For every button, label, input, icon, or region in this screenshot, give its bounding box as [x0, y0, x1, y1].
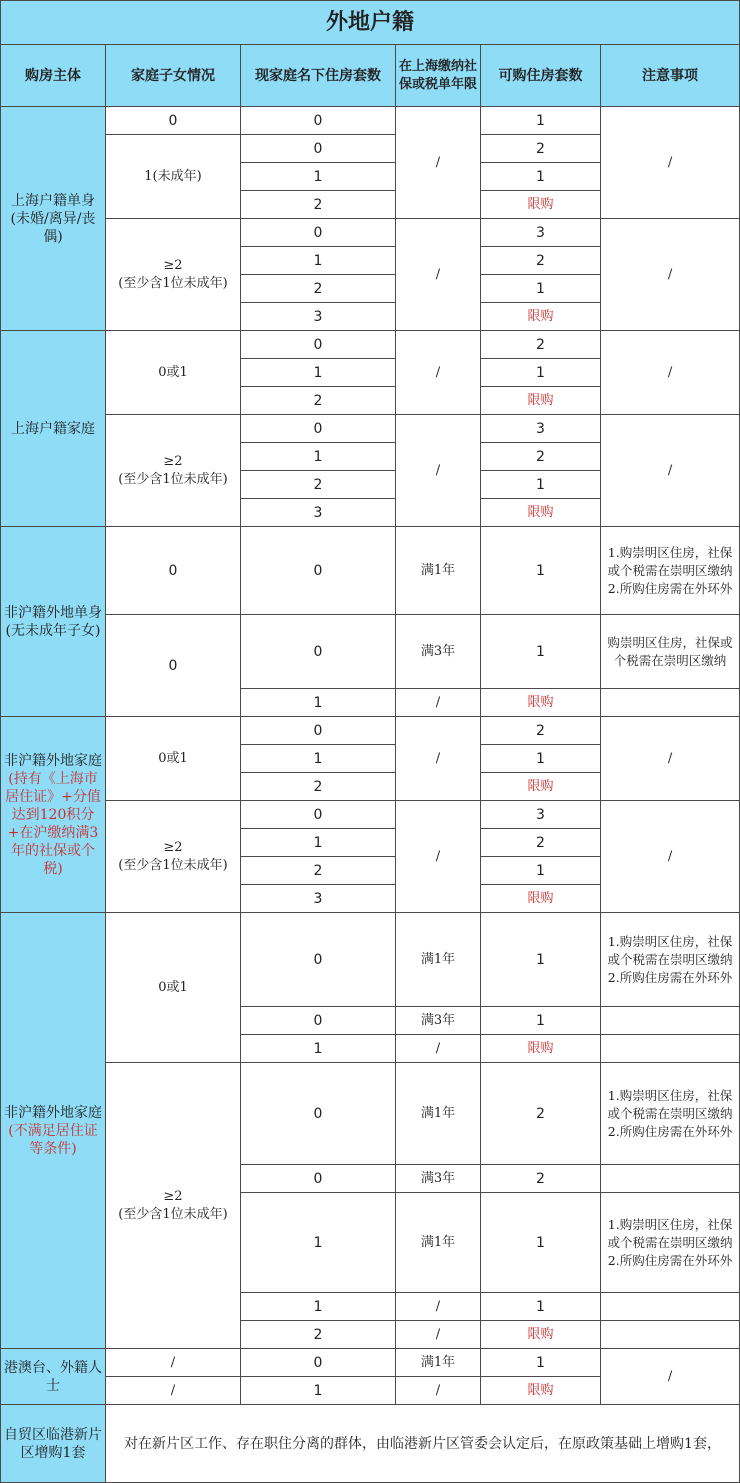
allowed-cell: 1 — [481, 359, 601, 387]
allowed-cell: 2 — [481, 1165, 601, 1193]
owned-cell: 0 — [241, 107, 396, 135]
notes-cell: 1.购崇明区住房，社保或个税需在崇明区缴纳 2.所购住房需在外环外 — [601, 527, 740, 615]
allowed-cell: 3 — [481, 801, 601, 829]
owned-cell: 0 — [241, 913, 396, 1007]
allowed-cell: 2 — [481, 829, 601, 857]
allowed-cell-limit: 限购 — [481, 1321, 601, 1349]
children-cell — [106, 1063, 241, 1349]
notes-cell: / — [601, 107, 740, 219]
social-cell: 满1年 — [396, 527, 481, 615]
social-cell: 满3年 — [396, 615, 481, 689]
allowed-cell: 1 — [481, 107, 601, 135]
table-title: 外地户籍 — [1, 1, 740, 45]
social-cell: / — [396, 717, 481, 801]
allowed-cell: 2 — [481, 247, 601, 275]
lingang-policy-text: 对在新片区工作、存在职住分离的群体，由临港新片区管委会认定后，在原政策基础上增购1套， — [106, 1405, 740, 1483]
owned-cell: 2 — [241, 471, 396, 499]
allowed-cell: 2 — [481, 1063, 601, 1165]
table-row — [1, 1405, 740, 1483]
notes-cell: / — [601, 219, 740, 331]
notes-cell: 1.购崇明区住房，社保或个税需在崇明区缴纳 2.所购住房需在外环外 — [601, 1193, 740, 1293]
owned-cell: 3 — [241, 303, 396, 331]
children-value: ≥2 — [163, 1188, 183, 1204]
owned-cell: 1 — [241, 1035, 396, 1063]
children-cell: 0 — [106, 615, 241, 717]
owned-cell: 0 — [241, 527, 396, 615]
allowed-cell: 1 — [481, 1293, 601, 1321]
children-cell: / — [106, 1349, 241, 1377]
owned-cell: 2 — [241, 1321, 396, 1349]
table-row — [1, 801, 740, 829]
allowed-cell: 1 — [481, 163, 601, 191]
header-children: 家庭子女情况 — [106, 45, 241, 107]
table-row — [1, 913, 740, 1007]
allowed-cell-limit: 限购 — [481, 689, 601, 717]
allowed-cell: 2 — [481, 331, 601, 359]
children-cell — [106, 219, 241, 331]
header-social: 在上海缴纳社保或税单年限 — [396, 45, 481, 107]
subject-cell: 港澳台、外籍人士 — [1, 1349, 106, 1405]
notes-cell: / — [601, 1349, 740, 1405]
owned-cell: 1 — [241, 745, 396, 773]
children-cell: 0或1 — [106, 913, 241, 1063]
notes-cell-empty — [601, 1321, 740, 1349]
allowed-cell: 1 — [481, 857, 601, 885]
header-subject: 购房主体 — [1, 45, 106, 107]
social-cell: / — [396, 219, 481, 331]
allowed-cell-limit: 限购 — [481, 773, 601, 801]
header-notes: 注意事项 — [601, 45, 740, 107]
owned-cell: 0 — [241, 717, 396, 745]
subject-cell: 上海户籍家庭 — [1, 331, 106, 527]
table-row — [1, 615, 740, 689]
subject-line: 非沪籍外地单身 — [4, 604, 102, 621]
owned-cell: 0 — [241, 801, 396, 829]
owned-cell: 0 — [241, 1349, 396, 1377]
owned-cell: 2 — [241, 857, 396, 885]
social-cell: 满1年 — [396, 1193, 481, 1293]
table-row — [1, 1349, 740, 1377]
allowed-cell: 2 — [481, 135, 601, 163]
allowed-cell: 1 — [481, 1007, 601, 1035]
subject-line: 非沪籍外地家庭 — [4, 1104, 102, 1121]
table-row — [1, 415, 740, 443]
children-value: ≥2 — [163, 453, 183, 469]
children-sub: (至少含1位未成年) — [118, 1206, 228, 1222]
social-cell: / — [396, 1035, 481, 1063]
social-cell: / — [396, 331, 481, 415]
owned-cell: 1 — [241, 1193, 396, 1293]
allowed-cell: 3 — [481, 219, 601, 247]
owned-cell: 1 — [241, 1377, 396, 1405]
subject-line-sub: (无未成年子女) — [5, 622, 101, 639]
notes-cell: / — [601, 801, 740, 913]
allowed-cell: 1 — [481, 471, 601, 499]
children-cell — [106, 415, 241, 527]
social-cell: / — [396, 1377, 481, 1405]
allowed-cell-limit: 限购 — [481, 303, 601, 331]
notes-cell-empty — [601, 1293, 740, 1321]
notes-cell: 1.购崇明区住房，社保或个税需在崇明区缴纳 2.所购住房需在外环外 — [601, 1063, 740, 1165]
children-cell: 1(未成年) — [106, 135, 241, 219]
social-cell: / — [396, 1321, 481, 1349]
notes-cell-empty — [601, 1035, 740, 1063]
allowed-cell: 1 — [481, 1349, 601, 1377]
owned-cell: 2 — [241, 275, 396, 303]
owned-cell: 1 — [241, 1293, 396, 1321]
owned-cell: 0 — [241, 331, 396, 359]
notes-cell-empty — [601, 1007, 740, 1035]
social-cell: 满1年 — [396, 913, 481, 1007]
header-allowed: 可购住房套数 — [481, 45, 601, 107]
children-cell: 0或1 — [106, 331, 241, 415]
table-row — [1, 219, 740, 247]
children-sub: (至少含1位未成年) — [118, 857, 228, 873]
allowed-cell: 1 — [481, 1193, 601, 1293]
social-cell: / — [396, 107, 481, 219]
owned-cell: 0 — [241, 1063, 396, 1165]
children-cell: 0 — [106, 527, 241, 615]
table-row — [1, 107, 740, 135]
allowed-cell: 1 — [481, 527, 601, 615]
subject-condition: (不满足居住证等条件) — [8, 1122, 98, 1157]
notes-cell: 购崇明区住房，社保或个税需在崇明区缴纳 — [601, 615, 740, 689]
owned-cell: 1 — [241, 163, 396, 191]
children-sub: (至少含1位未成年) — [118, 275, 228, 291]
owned-cell: 0 — [241, 415, 396, 443]
owned-cell: 0 — [241, 615, 396, 689]
social-cell: 满1年 — [396, 1063, 481, 1165]
table-row — [1, 717, 740, 745]
children-cell: / — [106, 1377, 241, 1405]
children-cell — [106, 801, 241, 913]
notes-cell-empty — [601, 689, 740, 717]
social-cell: / — [396, 415, 481, 527]
owned-cell: 1 — [241, 829, 396, 857]
allowed-cell: 1 — [481, 615, 601, 689]
subject-line: 非沪籍外地家庭 — [4, 752, 102, 769]
notes-cell: / — [601, 415, 740, 527]
owned-cell: 2 — [241, 387, 396, 415]
owned-cell: 1 — [241, 247, 396, 275]
children-sub: (至少含1位未成年) — [118, 471, 228, 487]
owned-cell: 0 — [241, 219, 396, 247]
allowed-cell-limit: 限购 — [481, 191, 601, 219]
allowed-cell-limit: 限购 — [481, 1377, 601, 1405]
owned-cell: 0 — [241, 1165, 396, 1193]
social-cell: 满3年 — [396, 1165, 481, 1193]
owned-cell: 3 — [241, 499, 396, 527]
owned-cell: 1 — [241, 359, 396, 387]
owned-cell: 0 — [241, 1007, 396, 1035]
allowed-cell-limit: 限购 — [481, 499, 601, 527]
owned-cell: 0 — [241, 135, 396, 163]
owned-cell: 3 — [241, 885, 396, 913]
allowed-cell: 1 — [481, 275, 601, 303]
owned-cell: 2 — [241, 191, 396, 219]
notes-cell: 1.购崇明区住房，社保或个税需在崇明区缴纳 2.所购住房需在外环外 — [601, 913, 740, 1007]
header-owned: 现家庭名下住房套数 — [241, 45, 396, 107]
social-cell: 满1年 — [396, 1349, 481, 1377]
table-row — [1, 527, 740, 615]
notes-cell: / — [601, 331, 740, 415]
subject-cell — [1, 717, 106, 913]
allowed-cell: 2 — [481, 443, 601, 471]
allowed-cell-limit: 限购 — [481, 1035, 601, 1063]
allowed-cell: 3 — [481, 415, 601, 443]
allowed-cell: 1 — [481, 745, 601, 773]
children-value: ≥2 — [163, 257, 183, 273]
table-row — [1, 331, 740, 359]
allowed-cell: 2 — [481, 717, 601, 745]
subject-cell — [1, 527, 106, 717]
table-row — [1, 1063, 740, 1165]
children-value: ≥2 — [163, 839, 183, 855]
children-cell: 0 — [106, 107, 241, 135]
notes-cell-empty — [601, 1165, 740, 1193]
allowed-cell: 1 — [481, 913, 601, 1007]
children-cell: 0或1 — [106, 717, 241, 801]
social-cell: / — [396, 689, 481, 717]
social-cell: / — [396, 801, 481, 913]
owned-cell: 1 — [241, 689, 396, 717]
subject-condition: (持有《上海市居住证》+分值达到120积分+在沪缴纳满3年的社保或个税) — [5, 770, 101, 877]
social-cell: / — [396, 1293, 481, 1321]
subject-cell: 上海户籍单身(未婚/离异/丧偶) — [1, 107, 106, 331]
subject-cell: 自贸区临港新片区增购1套 — [1, 1405, 106, 1483]
notes-cell: / — [601, 717, 740, 801]
allowed-cell-limit: 限购 — [481, 387, 601, 415]
owned-cell: 1 — [241, 443, 396, 471]
social-cell: 满3年 — [396, 1007, 481, 1035]
allowed-cell-limit: 限购 — [481, 885, 601, 913]
subject-cell — [1, 913, 106, 1349]
owned-cell: 2 — [241, 773, 396, 801]
